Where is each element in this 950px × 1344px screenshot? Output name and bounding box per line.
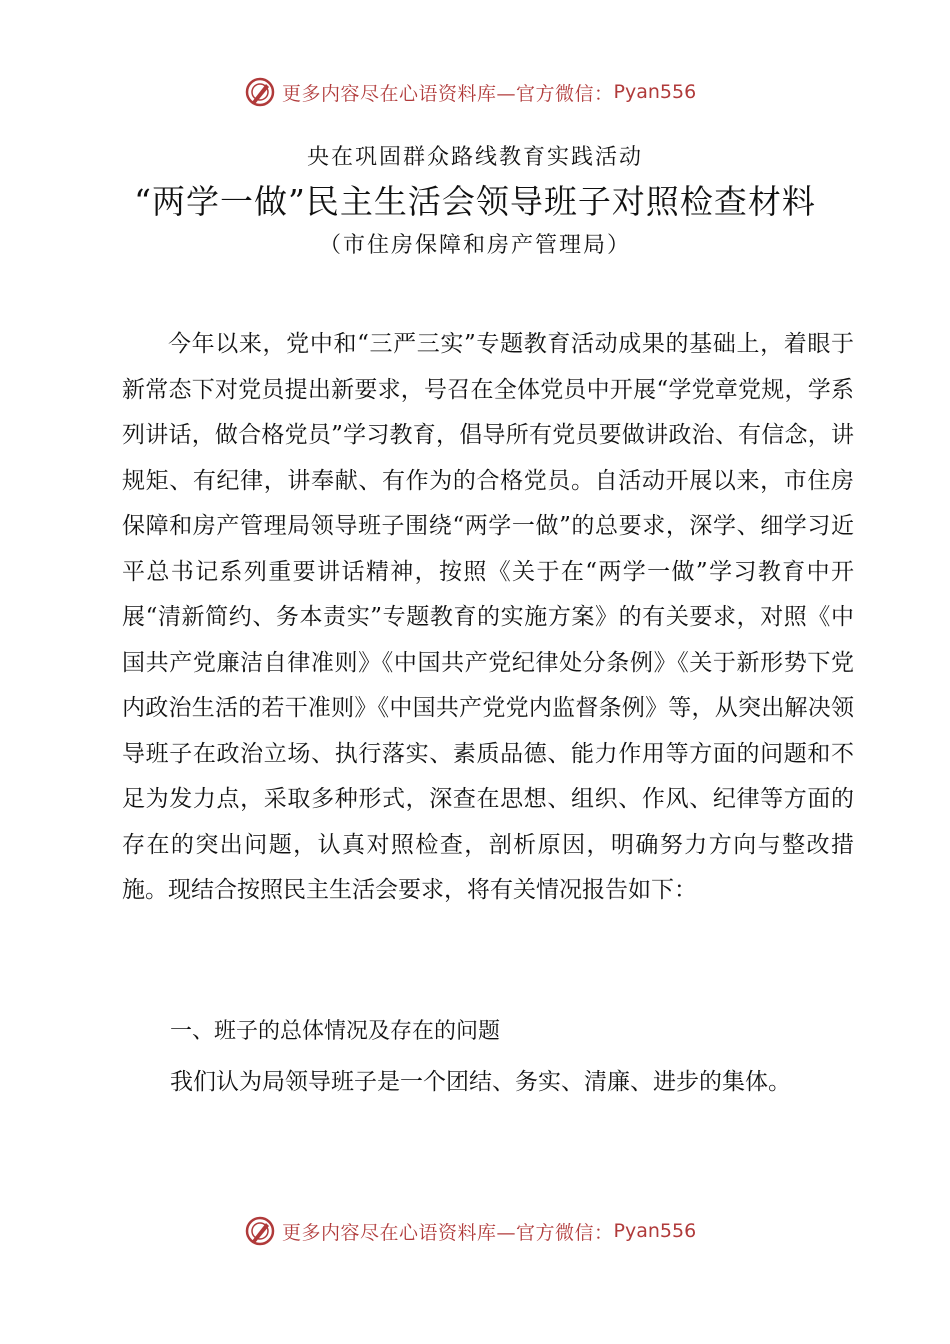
watermark-banner-top xyxy=(0,72,950,112)
document-body xyxy=(122,322,854,914)
pen-logo-icon xyxy=(244,76,276,108)
watermark-wechat-id: Pyan556 xyxy=(613,81,697,103)
watermark-text: 更多内容尽在心语资料库—官方微信： xyxy=(282,82,614,105)
pen-logo-icon xyxy=(244,1215,276,1247)
closing-sentence: 我们认为局领导班子是一个团结、务实、清廉、进步的集体。 xyxy=(170,1069,791,1095)
section-heading: 一、班子的总体情况及存在的问题 xyxy=(170,1019,501,1044)
watermark-banner-bottom xyxy=(0,1211,950,1251)
document-subtitle: 央在巩固群众路线教育实践活动 xyxy=(306,145,643,170)
watermark-text: 更多内容尽在心语资料库—官方微信： xyxy=(282,1221,614,1244)
document-unit: （市住房保障和房产管理局） xyxy=(318,233,631,258)
watermark-wechat-id: Pyan556 xyxy=(613,1220,697,1242)
document-title: “两学一做”民主生活会领导班子对照检查材料 xyxy=(134,182,816,221)
body-paragraph: 今年以来，党中和“三严三实”专题教育活动成果的基础上，着眼于新常态下对党员提出新要求，号召在全体党员中开展“学党章党规，学系列讲话，做合格党员”学习教育，倡导所有党员要做讲政治、有信念，讲规矩、有纪律，讲奉献、有作为的合格党员。自活动开展以来，市住房保障和房产管理局领导班子围绕“两学一做”的总要求，深学、细学习近平总书记系列重要讲话精神，按照《关于在“两学一做”学习教育中开展“清新简约、务本责实”专题教育的实施方案》的有关要求，对照《中国共产党廉洁自律准则》《中国共产党纪律处分条例》《关于新形势下党内政治生活的若干准则》《中国共产党党内监督条例》等，从突出解决领导班子在政治立场、执行落实、素质品德、能力作用等方面的问题和不足为发力点，采取多种形式，深查在思想、组织、作风、纪律等方面的存在的突出问题，认真对照检查，剖析原因，明确努力方向与整改措施。现结合按照民主生活会要求，将有关情况报告如下： xyxy=(122,331,854,903)
